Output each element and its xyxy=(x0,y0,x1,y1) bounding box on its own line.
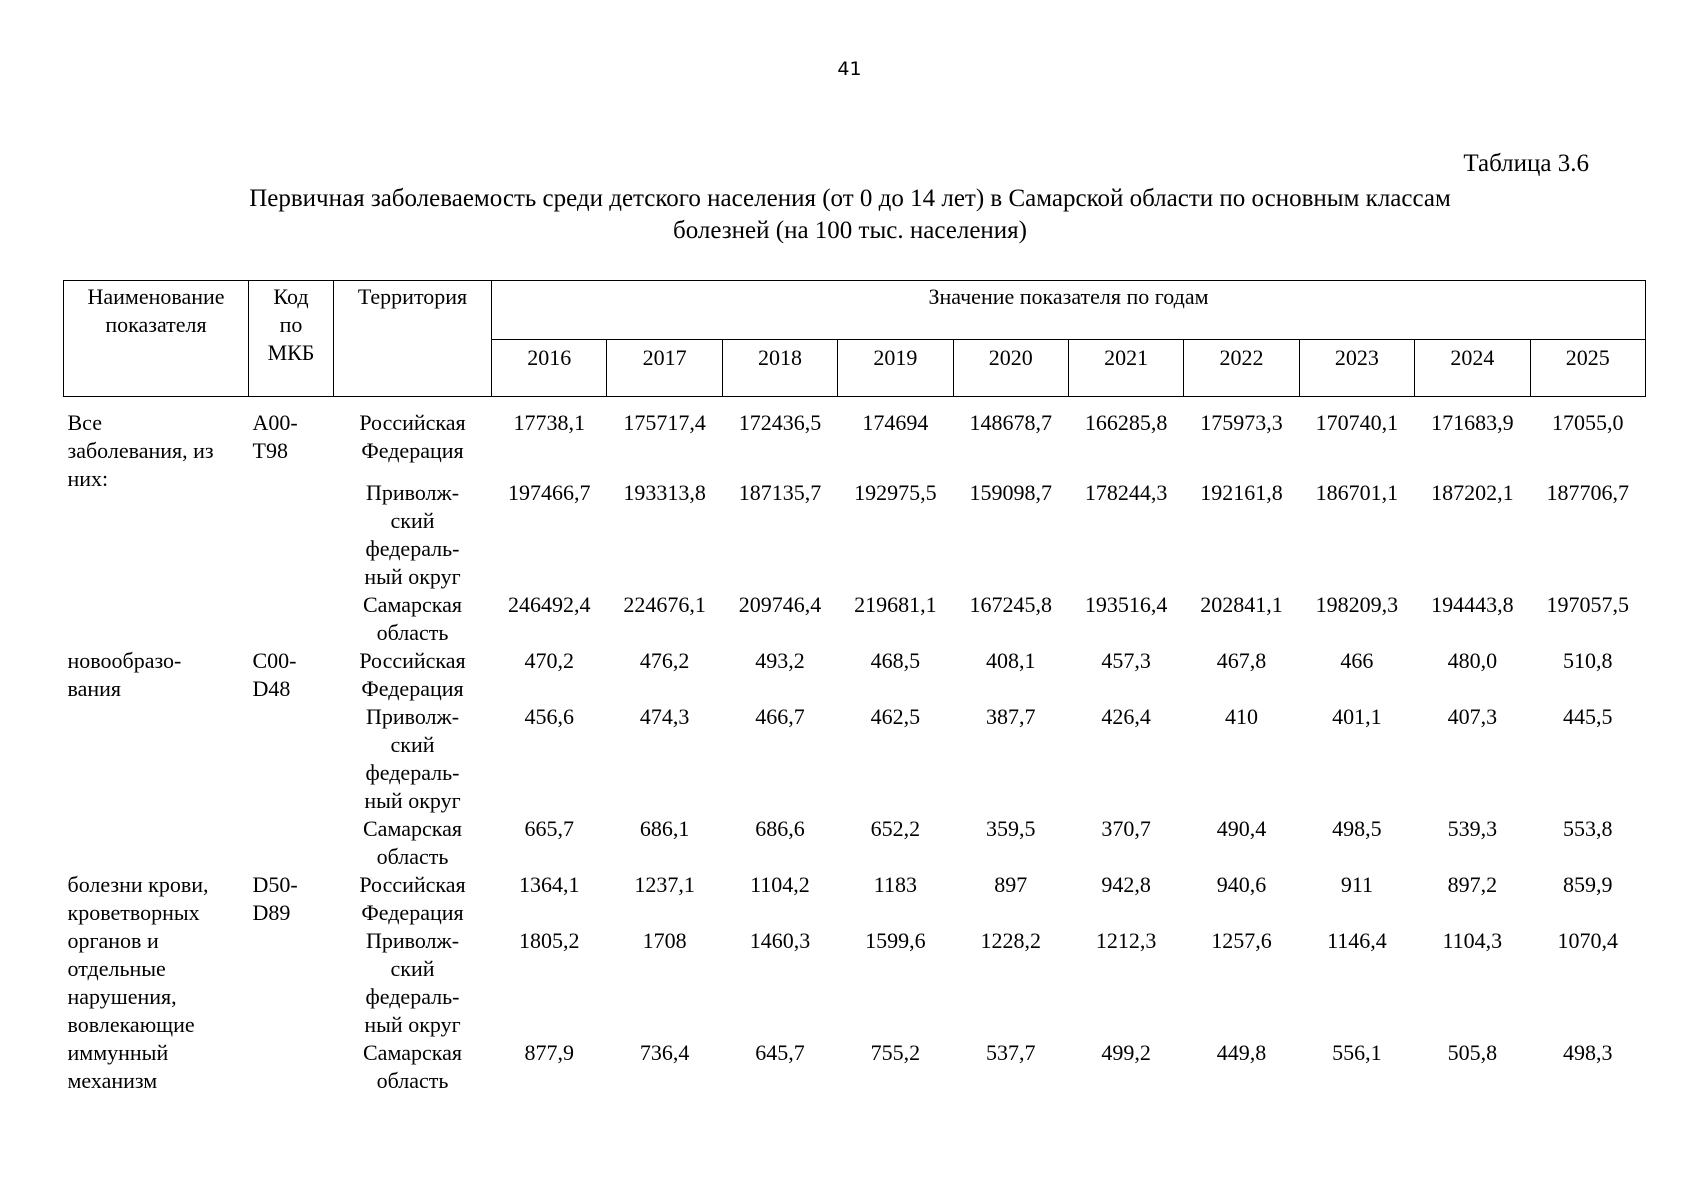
value-cell: 490,4 xyxy=(1216,816,1267,841)
value-cell: 178244,3 xyxy=(1084,480,1168,505)
value-cell: 1212,3 xyxy=(1095,928,1157,953)
value-cell: 426,4 xyxy=(1101,704,1151,729)
value-cell: 665,7 xyxy=(524,816,574,841)
value-cell: 408,1 xyxy=(986,648,1036,673)
value-cell: 198209,3 xyxy=(1315,592,1399,617)
header-year: 2016 xyxy=(492,340,607,397)
territory-name: Российская Федерация xyxy=(359,872,466,925)
value-cell: 359,5 xyxy=(986,816,1036,841)
value-cell: 474,3 xyxy=(639,704,690,729)
value-cell: 736,4 xyxy=(639,1040,690,1065)
value-cell: 193313,8 xyxy=(623,480,706,505)
value-cell: 224676,1 xyxy=(623,592,706,617)
value-cell: 175973,3 xyxy=(1200,410,1283,435)
value-cell: 167245,8 xyxy=(969,592,1052,617)
value-cell: 202841,1 xyxy=(1200,592,1283,617)
icd-code: C00- D48 xyxy=(252,648,297,701)
value-cell: 407,3 xyxy=(1447,704,1498,729)
value-cell: 410 xyxy=(1225,704,1259,729)
value-cell: 219681,1 xyxy=(854,592,937,617)
value-cell: 246492,4 xyxy=(507,592,591,617)
value-cell: 686,6 xyxy=(755,816,805,841)
value-cell: 159098,7 xyxy=(969,480,1052,505)
value-cell: 942,8 xyxy=(1101,872,1151,897)
value-cell: 17055,0 xyxy=(1551,410,1624,435)
table-row xyxy=(64,871,1646,927)
value-cell: 1183 xyxy=(873,872,917,897)
value-cell: 652,2 xyxy=(870,816,921,841)
icd-code: A00- T98 xyxy=(252,410,298,463)
header-year: 2018 xyxy=(722,340,837,397)
indicator-name: болезни крови, кроветворных органов и отдельные нарушения, вовлекающие иммунный механизм xyxy=(67,872,209,1093)
table-title-line-1: Первичная заболеваемость среди детского населения (от 0 до 14 лет) в Самарской области по основным классам xyxy=(249,185,1451,212)
territory-name: Российская Федерация xyxy=(359,410,466,463)
header-year: 2021 xyxy=(1068,340,1183,397)
value-cell: 897,2 xyxy=(1447,872,1498,897)
value-cell: 449,8 xyxy=(1216,1040,1267,1065)
value-cell: 1104,3 xyxy=(1442,928,1503,953)
value-cell: 172436,5 xyxy=(738,410,822,435)
indicator-name: новообразо- вания xyxy=(67,648,182,701)
header-year: 2020 xyxy=(953,340,1068,397)
value-cell: 877,9 xyxy=(524,1040,574,1065)
territory-name: Самарская область xyxy=(363,1040,462,1093)
value-cell: 556,1 xyxy=(1332,1040,1382,1065)
value-cell: 859,9 xyxy=(1562,872,1613,897)
indicator-name: Все заболевания, из них: xyxy=(67,410,214,491)
value-cell: 539,3 xyxy=(1447,816,1498,841)
header-indicator-name: Наименование показателя xyxy=(64,281,249,397)
value-cell: 467,8 xyxy=(1216,648,1267,673)
value-cell: 193516,4 xyxy=(1084,592,1168,617)
value-cell: 192161,8 xyxy=(1200,480,1283,505)
value-cell: 499,2 xyxy=(1101,1040,1151,1065)
value-cell: 1070,4 xyxy=(1557,928,1618,953)
value-cell: 466 xyxy=(1340,648,1374,673)
value-cell: 1146,4 xyxy=(1327,928,1387,953)
icd-code: D50- D89 xyxy=(252,872,298,925)
territory-name: Российская Федерация xyxy=(359,648,466,701)
table-title xyxy=(150,183,1550,247)
value-cell: 197466,7 xyxy=(507,480,591,505)
value-cell: 510,8 xyxy=(1562,648,1613,673)
value-cell: 187706,7 xyxy=(1546,480,1629,505)
territory-name: Самарская область xyxy=(363,816,462,869)
value-cell: 197057,5 xyxy=(1546,592,1629,617)
value-cell: 755,2 xyxy=(870,1040,921,1065)
value-cell: 445,5 xyxy=(1562,704,1613,729)
value-cell: 1805,2 xyxy=(518,928,580,953)
value-cell: 476,2 xyxy=(639,648,690,673)
value-cell: 940,6 xyxy=(1216,872,1267,897)
territory-name: Самарская область xyxy=(363,592,462,645)
value-cell: 470,2 xyxy=(524,648,574,673)
page-number: 41 xyxy=(837,58,862,80)
table-label: Таблица 3.6 xyxy=(1463,150,1589,177)
header-territory: Территория xyxy=(334,281,492,397)
value-cell: 645,7 xyxy=(755,1040,805,1065)
value-cell: 187202,1 xyxy=(1431,480,1514,505)
value-cell: 553,8 xyxy=(1562,816,1613,841)
value-cell: 17738,1 xyxy=(513,410,585,435)
value-cell: 171683,9 xyxy=(1431,410,1514,435)
value-cell: 498,3 xyxy=(1562,1040,1613,1065)
table-row xyxy=(64,397,1646,480)
value-cell: 209746,4 xyxy=(738,592,822,617)
header-year: 2023 xyxy=(1299,340,1414,397)
header-values-by-year: Значение показателя по годам xyxy=(492,281,1646,340)
value-cell: 1599,6 xyxy=(865,928,926,953)
value-cell: 170740,1 xyxy=(1315,410,1399,435)
territory-name: Приволж- ский федераль- ный округ xyxy=(364,480,461,589)
value-cell: 911 xyxy=(1340,872,1374,897)
value-cell: 387,7 xyxy=(986,704,1036,729)
value-cell: 493,2 xyxy=(755,648,805,673)
value-cell: 897 xyxy=(994,872,1028,897)
value-cell: 194443,8 xyxy=(1431,592,1514,617)
value-cell: 1237,1 xyxy=(634,872,695,897)
header-year: 2024 xyxy=(1415,340,1530,397)
value-cell: 468,5 xyxy=(870,648,921,673)
table-header xyxy=(64,281,1646,397)
value-cell: 192975,5 xyxy=(854,480,937,505)
header-year: 2022 xyxy=(1184,340,1299,397)
value-cell: 174694 xyxy=(862,410,929,435)
value-cell: 401,1 xyxy=(1332,704,1382,729)
value-cell: 1228,2 xyxy=(980,928,1041,953)
territory-name: Приволж- ский федераль- ный округ xyxy=(364,928,461,1037)
value-cell: 370,7 xyxy=(1101,816,1151,841)
value-cell: 505,8 xyxy=(1447,1040,1498,1065)
value-cell: 186701,1 xyxy=(1315,480,1399,505)
value-cell: 1257,6 xyxy=(1211,928,1272,953)
value-cell: 537,7 xyxy=(986,1040,1036,1065)
value-cell: 166285,8 xyxy=(1084,410,1168,435)
table-body xyxy=(64,397,1646,1096)
value-cell: 498,5 xyxy=(1332,816,1382,841)
value-cell: 1460,3 xyxy=(749,928,811,953)
value-cell: 466,7 xyxy=(755,704,805,729)
header-year: 2019 xyxy=(838,340,953,397)
morbidity-table xyxy=(63,280,1646,1095)
value-cell: 462,5 xyxy=(870,704,921,729)
value-cell: 457,3 xyxy=(1101,648,1151,673)
table-title-line-2: болезней (на 100 тыс. населения) xyxy=(673,217,1027,244)
value-cell: 1104,2 xyxy=(750,872,810,897)
table-row xyxy=(64,647,1646,703)
header-year: 2017 xyxy=(607,340,722,397)
territory-name: Приволж- ский федераль- ный округ xyxy=(364,704,461,813)
value-cell: 187135,7 xyxy=(738,480,822,505)
value-cell: 175717,4 xyxy=(623,410,706,435)
value-cell: 1708 xyxy=(642,928,687,953)
value-cell: 148678,7 xyxy=(969,410,1052,435)
header-icd-code: Код по МКБ xyxy=(249,281,334,397)
value-cell: 686,1 xyxy=(639,816,690,841)
header-year: 2025 xyxy=(1530,340,1645,397)
value-cell: 456,6 xyxy=(524,704,574,729)
value-cell: 480,0 xyxy=(1447,648,1498,673)
value-cell: 1364,1 xyxy=(518,872,580,897)
